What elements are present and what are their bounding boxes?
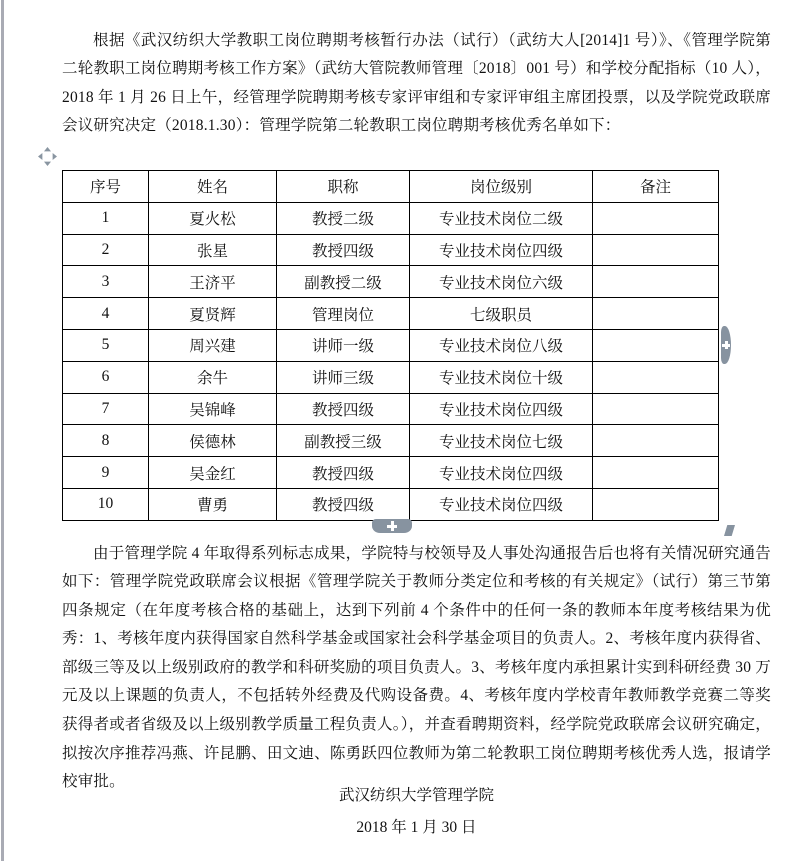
cell-seq: 2 [63, 234, 149, 266]
cell-name: 张星 [149, 234, 277, 266]
insert-column-button[interactable] [721, 326, 731, 364]
cell-level: 七级职员 [410, 298, 593, 330]
signature-organization: 武汉纺织大学管理学院 [338, 787, 494, 804]
cell-title: 教授四级 [277, 457, 410, 489]
table-row [63, 329, 719, 361]
plus-icon [391, 521, 394, 531]
cell-remark [593, 298, 719, 330]
cell-title: 教授四级 [277, 393, 410, 425]
plus-icon [725, 341, 728, 349]
cell-seq: 7 [63, 393, 149, 425]
col-header-title: 职称 [277, 171, 410, 203]
cell-level: 专业技术岗位八级 [410, 329, 593, 361]
cell-title: 副教授三级 [277, 425, 410, 457]
cell-remark [593, 488, 719, 520]
cell-title: 教授四级 [277, 234, 410, 266]
cell-seq: 3 [63, 266, 149, 298]
cell-title: 讲师一级 [277, 329, 410, 361]
table-row [63, 488, 719, 520]
table-row [63, 202, 719, 234]
table-row [63, 234, 719, 266]
cell-name: 曹勇 [149, 488, 277, 520]
cell-title: 教授四级 [277, 488, 410, 520]
cell-level: 专业技术岗位四级 [410, 488, 593, 520]
cell-title: 管理岗位 [277, 298, 410, 330]
cell-seq: 8 [63, 425, 149, 457]
cell-remark [593, 425, 719, 457]
table-row [63, 425, 719, 457]
cell-seq: 9 [63, 457, 149, 489]
cell-remark [593, 234, 719, 266]
table-row [63, 393, 719, 425]
table-move-handle[interactable] [38, 147, 57, 166]
cell-name: 侯德林 [149, 425, 277, 457]
cell-remark [593, 457, 719, 489]
cell-remark [593, 329, 719, 361]
table-header-row [63, 171, 719, 203]
cell-name: 吴锦峰 [149, 393, 277, 425]
col-header-seq: 序号 [63, 171, 149, 203]
cell-remark [593, 202, 719, 234]
signature-date: 2018 年 1 月 30 日 [356, 819, 477, 836]
col-header-level: 岗位级别 [410, 171, 593, 203]
col-header-name: 姓名 [149, 171, 277, 203]
cell-name: 周兴建 [149, 329, 277, 361]
intro-paragraph: 根据《武汉纺织大学教职工岗位聘期考核暂行办法（试行）（武纺大人[2014]1 号）》、《管理学院第二轮教职工岗位聘期考核工作方案》（武纺大管院教师管理〔2018〕001 号）和学校分配指标（10 人），2018 年 1 月 26 日上午，经管理学院聘期考核专家评审组和专家评审组主席团投票，以及学院党政联席会议研究决定（2018.1.30）：管理学院第二轮教职工岗位聘期考核优秀名单如下： [62, 31, 771, 135]
cell-remark [593, 393, 719, 425]
table-row [63, 298, 719, 330]
cell-title: 讲师三级 [277, 361, 410, 393]
cell-level: 专业技术岗位二级 [410, 202, 593, 234]
cell-level: 专业技术岗位四级 [410, 234, 593, 266]
cell-name: 夏火松 [149, 202, 277, 234]
cell-seq: 10 [63, 488, 149, 520]
cell-title: 副教授二级 [277, 266, 410, 298]
cell-level: 专业技术岗位四级 [410, 393, 593, 425]
cell-seq: 6 [63, 361, 149, 393]
col-header-remark: 备注 [593, 171, 719, 203]
table-row [63, 361, 719, 393]
cell-remark [593, 266, 719, 298]
cell-name: 余牛 [149, 361, 277, 393]
table-resize-handle[interactable] [724, 525, 735, 536]
move-arrows-icon [38, 153, 57, 170]
cell-level: 专业技术岗位七级 [410, 425, 593, 457]
decision-paragraph: 由于管理学院 4 年取得系列标志成果，学院特与校领导及人事处沟通报告后也将有关情况研究通告如下：管理学院党政联席会议根据《管理学院关于教师分类定位和考核的有关规定》（试行）第三节第四条规定（在年度考核合格的基础上，达到下列前 4 个条件中的任何一条的教师本年度考核结果为优秀：1、考核年度内获得国家自然科学基金或国家社会科学基金项目的负责人。2、考核年度内获得省、部级三等及以上级别政府的教学和科研奖励的项目负责人。3、考核年度内承担累计实到科研经费 30 万元及以上课题的负责人，不包括转外经费及代购设备费。4、考核年度内学校青年教师教学竞赛二等奖获得者或者省级及以上级别教学质量工程负责人。），并查看聘期资料，经学院党政联席会议研究确定，拟按次序推荐冯燕、许昆鹏、田文迪、陈勇跃四位教师为第二轮教职工岗位聘期考核优秀人选，报请学校审批。 [62, 544, 771, 791]
cell-seq: 4 [63, 298, 149, 330]
table-row [63, 457, 719, 489]
cell-remark [593, 361, 719, 393]
cell-title: 教授二级 [277, 202, 410, 234]
cell-name: 王济平 [149, 266, 277, 298]
table-row [63, 266, 719, 298]
award-roster-table [62, 170, 719, 521]
cell-level: 专业技术岗位十级 [410, 361, 593, 393]
cell-seq: 1 [63, 202, 149, 234]
cell-seq: 5 [63, 329, 149, 361]
insert-row-button[interactable] [372, 519, 412, 533]
cell-level: 专业技术岗位四级 [410, 457, 593, 489]
cell-level: 专业技术岗位六级 [410, 266, 593, 298]
cell-name: 吴金红 [149, 457, 277, 489]
cell-name: 夏贤辉 [149, 298, 277, 330]
page-edge-strip [1, 0, 4, 861]
